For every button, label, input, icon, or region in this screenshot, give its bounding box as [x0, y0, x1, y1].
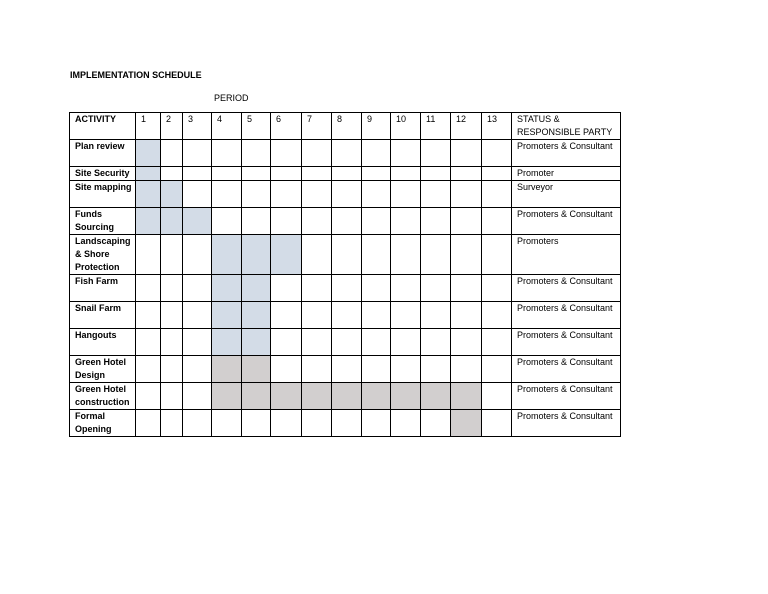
period-cell [161, 383, 183, 410]
period-cell [362, 275, 391, 302]
period-bar-cell [242, 302, 271, 329]
period-cell [161, 410, 183, 437]
period-cell [183, 410, 212, 437]
period-cell [161, 167, 183, 181]
table-row [70, 410, 621, 437]
period-cell [302, 410, 332, 437]
period-cell [451, 140, 482, 167]
period-cell [391, 275, 421, 302]
period-cell [421, 329, 451, 356]
period-bar-cell [421, 383, 451, 410]
period-cell [362, 235, 391, 275]
period-cell [183, 383, 212, 410]
period-cell [212, 181, 242, 208]
period-bar-cell [271, 235, 302, 275]
activity-cell: Green Hotel Design [70, 356, 136, 383]
period-cell [212, 140, 242, 167]
table-row [70, 329, 621, 356]
period-cell [212, 410, 242, 437]
period-cell [183, 181, 212, 208]
period-bar-cell [212, 235, 242, 275]
period-cell [136, 302, 161, 329]
period-cell [302, 275, 332, 302]
period-cell [482, 181, 512, 208]
period-bar-cell [136, 167, 161, 181]
header-period-10: 10 [391, 113, 421, 140]
header-period-4: 4 [212, 113, 242, 140]
period-cell [271, 181, 302, 208]
period-cell [482, 208, 512, 235]
period-bar-cell [242, 235, 271, 275]
header-period-8: 8 [332, 113, 362, 140]
period-cell [421, 140, 451, 167]
period-cell [421, 275, 451, 302]
status-cell: Promoters [512, 235, 621, 275]
period-cell [451, 235, 482, 275]
period-bar-cell [242, 329, 271, 356]
period-cell [271, 140, 302, 167]
period-cell [421, 410, 451, 437]
period-bar-cell [242, 383, 271, 410]
period-cell [391, 167, 421, 181]
table-row [70, 167, 621, 181]
period-cell [302, 235, 332, 275]
table-row [70, 383, 621, 410]
period-cell [421, 208, 451, 235]
period-cell [421, 302, 451, 329]
period-cell [362, 410, 391, 437]
period-cell [421, 235, 451, 275]
period-cell [362, 302, 391, 329]
period-cell [332, 275, 362, 302]
status-cell: Promoters & Consultant [512, 140, 621, 167]
period-cell [271, 167, 302, 181]
period-cell [242, 167, 271, 181]
header-period-9: 9 [362, 113, 391, 140]
period-cell [183, 356, 212, 383]
activity-cell: Plan review [70, 140, 136, 167]
period-bar-cell [212, 329, 242, 356]
period-cell [482, 329, 512, 356]
period-cell [391, 235, 421, 275]
period-cell [302, 181, 332, 208]
period-cell [391, 410, 421, 437]
table-row [70, 235, 621, 275]
header-activity: ACTIVITY [70, 113, 136, 140]
period-cell [271, 329, 302, 356]
period-cell [451, 181, 482, 208]
period-cell [161, 356, 183, 383]
period-cell [451, 275, 482, 302]
period-cell [183, 302, 212, 329]
period-bar-cell [242, 275, 271, 302]
period-cell [391, 208, 421, 235]
status-cell: Promoter [512, 167, 621, 181]
period-cell [482, 167, 512, 181]
header-period-6: 6 [271, 113, 302, 140]
period-cell [482, 383, 512, 410]
period-cell [482, 356, 512, 383]
period-cell [161, 329, 183, 356]
period-cell [271, 356, 302, 383]
status-cell: Promoters & Consultant [512, 329, 621, 356]
activity-cell: Funds Sourcing [70, 208, 136, 235]
header-period-5: 5 [242, 113, 271, 140]
period-cell [271, 302, 302, 329]
period-bar-cell [183, 208, 212, 235]
period-cell [332, 356, 362, 383]
status-cell: Promoters & Consultant [512, 275, 621, 302]
schedule-table [69, 112, 621, 437]
header-period-12: 12 [451, 113, 482, 140]
table-row [70, 275, 621, 302]
period-cell [362, 356, 391, 383]
period-cell [391, 356, 421, 383]
activity-cell: Snail Farm [70, 302, 136, 329]
status-cell: Surveyor [512, 181, 621, 208]
period-cell [161, 275, 183, 302]
period-cell [271, 410, 302, 437]
period-cell [136, 275, 161, 302]
table-row [70, 356, 621, 383]
period-cell [451, 329, 482, 356]
period-cell [161, 302, 183, 329]
period-cell [212, 208, 242, 235]
period-cell [136, 383, 161, 410]
period-cell [302, 356, 332, 383]
status-cell: Promoters & Consultant [512, 302, 621, 329]
header-period-11: 11 [421, 113, 451, 140]
period-cell [451, 208, 482, 235]
period-cell [391, 329, 421, 356]
period-cell [271, 208, 302, 235]
activity-cell: Fish Farm [70, 275, 136, 302]
period-bar-cell [451, 410, 482, 437]
header-row [70, 113, 621, 140]
period-bar-cell [362, 383, 391, 410]
period-cell [421, 181, 451, 208]
period-cell [362, 167, 391, 181]
period-cell [362, 208, 391, 235]
activity-cell: Site Security [70, 167, 136, 181]
period-cell [183, 235, 212, 275]
period-cell [302, 302, 332, 329]
table-row [70, 140, 621, 167]
activity-cell: Formal Opening [70, 410, 136, 437]
table-row [70, 181, 621, 208]
period-cell [421, 167, 451, 181]
period-cell [161, 235, 183, 275]
activity-cell: Hangouts [70, 329, 136, 356]
period-bar-cell [391, 383, 421, 410]
period-cell [242, 410, 271, 437]
period-cell [332, 302, 362, 329]
period-cell [451, 356, 482, 383]
period-cell [302, 208, 332, 235]
period-cell [302, 140, 332, 167]
period-cell [136, 329, 161, 356]
period-cell [302, 167, 332, 181]
period-cell [482, 275, 512, 302]
period-cell [242, 140, 271, 167]
header-status: STATUS & RESPONSIBLE PARTY [512, 113, 621, 140]
period-cell [391, 140, 421, 167]
period-bar-cell [451, 383, 482, 410]
period-cell [332, 140, 362, 167]
period-bar-cell [161, 208, 183, 235]
activity-cell: Site mapping [70, 181, 136, 208]
schedule-body [70, 113, 621, 437]
period-bar-cell [161, 181, 183, 208]
period-cell [302, 329, 332, 356]
period-cell [212, 167, 242, 181]
table-row [70, 208, 621, 235]
period-cell [362, 140, 391, 167]
period-bar-cell [212, 275, 242, 302]
period-cell [332, 235, 362, 275]
period-cell [136, 235, 161, 275]
period-bar-cell [212, 302, 242, 329]
status-cell: Promoters & Consultant [512, 208, 621, 235]
header-period-7: 7 [302, 113, 332, 140]
period-cell [421, 356, 451, 383]
period-bar-cell [302, 383, 332, 410]
period-cell [391, 302, 421, 329]
period-bar-cell [136, 208, 161, 235]
period-cell [183, 140, 212, 167]
period-cell [332, 181, 362, 208]
activity-cell: Landscaping & Shore Protection [70, 235, 136, 275]
period-bar-cell [136, 140, 161, 167]
period-cell [482, 410, 512, 437]
period-cell [271, 275, 302, 302]
period-cell [136, 410, 161, 437]
period-bar-cell [212, 356, 242, 383]
period-cell [482, 235, 512, 275]
period-cell [451, 302, 482, 329]
period-cell [136, 356, 161, 383]
period-bar-cell [332, 383, 362, 410]
header-period-3: 3 [183, 113, 212, 140]
page-title: IMPLEMENTATION SCHEDULE [70, 70, 202, 80]
period-cell [482, 140, 512, 167]
period-cell [391, 181, 421, 208]
period-bar-cell [136, 181, 161, 208]
period-cell [161, 140, 183, 167]
period-cell [242, 181, 271, 208]
table-row [70, 302, 621, 329]
header-period-2: 2 [161, 113, 183, 140]
activity-cell: Green Hotel construction [70, 383, 136, 410]
period-bar-cell [242, 356, 271, 383]
period-label: PERIOD [214, 93, 249, 103]
period-cell [332, 208, 362, 235]
period-cell [362, 329, 391, 356]
period-cell [242, 208, 271, 235]
period-bar-cell [271, 383, 302, 410]
period-cell [332, 329, 362, 356]
period-cell [183, 329, 212, 356]
period-cell [482, 302, 512, 329]
status-cell: Promoters & Consultant [512, 383, 621, 410]
period-cell [451, 167, 482, 181]
status-cell: Promoters & Consultant [512, 410, 621, 437]
period-bar-cell [212, 383, 242, 410]
period-cell [183, 167, 212, 181]
header-period-1: 1 [136, 113, 161, 140]
period-cell [332, 410, 362, 437]
period-cell [362, 181, 391, 208]
period-cell [183, 275, 212, 302]
header-period-13: 13 [482, 113, 512, 140]
period-cell [332, 167, 362, 181]
status-cell: Promoters & Consultant [512, 356, 621, 383]
